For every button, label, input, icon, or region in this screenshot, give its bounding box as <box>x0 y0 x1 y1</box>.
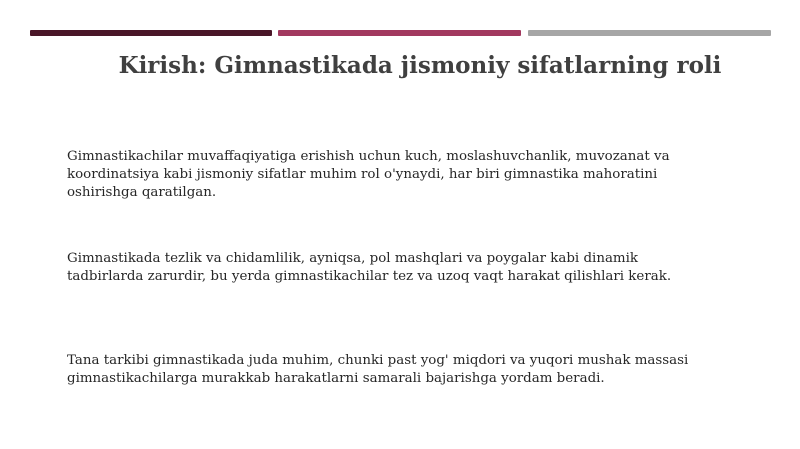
slide-title: Kirish: Gimnastikada jismoniy sifatlarning roli <box>118 52 722 79</box>
paragraph-line: koordinatsiya kabi jismoniy sifatlar muhim rol o'ynaydi, har biri gimnastika mahoratini <box>67 167 658 182</box>
paragraph-line: Gimnastikada tezlik va chidamlilik, ayniqsa, pol mashqlari va poygalar kabi dinamik <box>67 251 639 266</box>
header-accent-bar-left <box>30 30 272 36</box>
paragraph-line: oshirishga qaratilgan. <box>67 185 217 200</box>
body-paragraph-speed-endurance <box>67 250 747 286</box>
paragraph-line: Gimnastikachilar muvaffaqiyatiga erishish uchun kuch, moslashuvchanlik, muvozanat va <box>67 149 670 164</box>
paragraph-line: tadbirlarda zarurdir, bu yerda gimnastikachilar tez va uzoq vaqt harakat qilishlari kerak. <box>67 269 672 284</box>
paragraph-line: gimnastikachilarga murakkab harakatlarni samarali bajarishga yordam beradi. <box>67 371 605 386</box>
body-paragraph-strength-flexibility <box>67 148 747 202</box>
body-paragraph-body-composition <box>67 352 747 388</box>
header-accent-bar-middle <box>278 30 521 36</box>
header-accent-bar-right <box>528 30 771 36</box>
paragraph-line: Tana tarkibi gimnastikada juda muhim, chunki past yog' miqdori va yuqori mushak massasi <box>67 353 689 368</box>
